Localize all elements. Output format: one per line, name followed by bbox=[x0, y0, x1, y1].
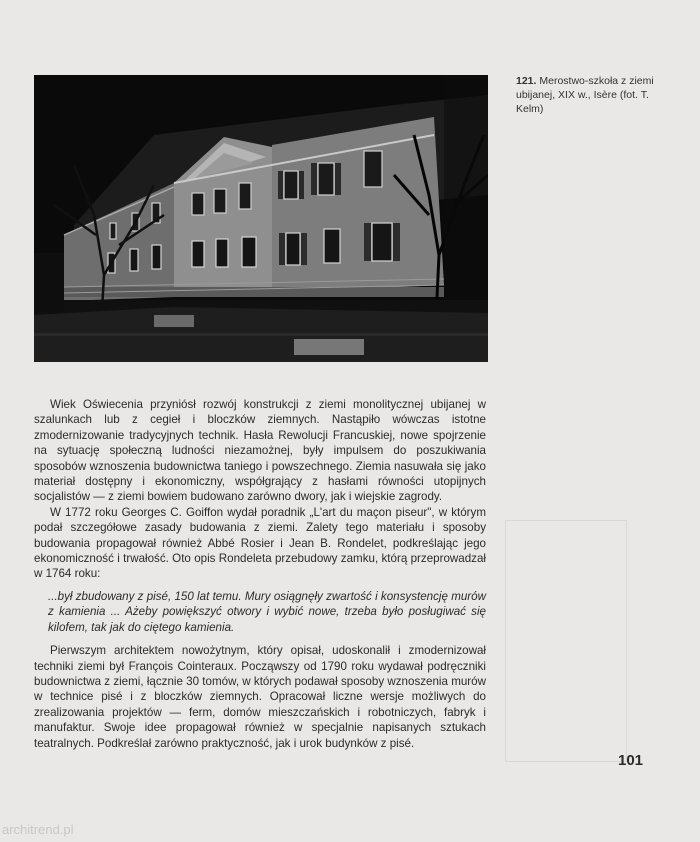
paragraph-enlightenment: Wiek Oświecenia przyniósł rozwój konstrukcji z ziemi monolitycznej ubijanej w szalunkach lub z cegieł i bloczków ziemnych. Nastąpiło wówczas istotne zmodernizowanie tradycyjnych technik. Hasła Rewolucji Francuskiej, nowe spojrzenie na sytuację społeczną ludności niezamożnej, były impulsem do poszukiwania sposobów wznoszenia budownictwa taniego i powszechnego. Ziemia nasuwała się jako materiał dostępny i ekonomiczny, współgrający z hasłami równości utopijnych socjalistów — z ziemi bowiem budowano zarówno dwory, jak i wiejskie zagrody. bbox=[34, 398, 486, 504]
town-hall-school-photo bbox=[34, 75, 488, 362]
figure-caption-text: Merostwo-szkoła z ziemi ubijanej, XIX w., Isère (fot. T. Kelm) bbox=[516, 75, 654, 115]
bleed-through-illustration bbox=[505, 520, 627, 762]
paragraph-cointeraux: Pierwszym architektem nowożytnym, który opisał, udoskonalił i zmodernizował techniki ziemi był François Cointeraux. Począwszy od 1790 roku wydawał podręczniki budownictwa z ziemi, łącznie 30 tomów, w których podawał sposoby wznoszenia murów w technice pisé i z bloczków ziemnych. Opracował liczne wersje możliwych do zrealizowania projektów — ferm, domów mieszczańskich i robotniczych, fabryk i manufaktur. Swoje idee propagował również w specjalnie napisanych sztukach teatralnych. Podkreślał zarówno praktyczność, jak i urok budynków z pisé. bbox=[34, 644, 486, 750]
page-number: 101 bbox=[618, 752, 644, 769]
article-body bbox=[34, 397, 486, 751]
watermark: architrend.pl bbox=[2, 822, 74, 837]
figure-photo bbox=[34, 75, 488, 362]
figure-number: 121. bbox=[516, 75, 537, 87]
rondelet-quote: ...był zbudowany z pisé, 150 lat temu. Mury osiągnęły zwartość i konsystencję murów z kamienia ... Ażeby powiększyć otwory i wybić nowe, trzeba było posługiwać się kilofem, tak jak do ciętego kamienia. bbox=[48, 589, 486, 634]
figure-caption bbox=[516, 74, 666, 116]
paragraph-goiffon: W 1772 roku Georges C. Goiffon wydał poradnik „L'art du maçon piseur", w którym podał szczegółowe zasady budowania z ziemi. Zalety tego materiału i sposoby budowania propagował również Abbé Rosier i Jean B. Rondelet, podkreślając jego ekonomiczność i trwałość. Oto opis Rondeleta przebudowy zamku, którą przeprowadzał w 1764 roku: bbox=[34, 505, 486, 581]
